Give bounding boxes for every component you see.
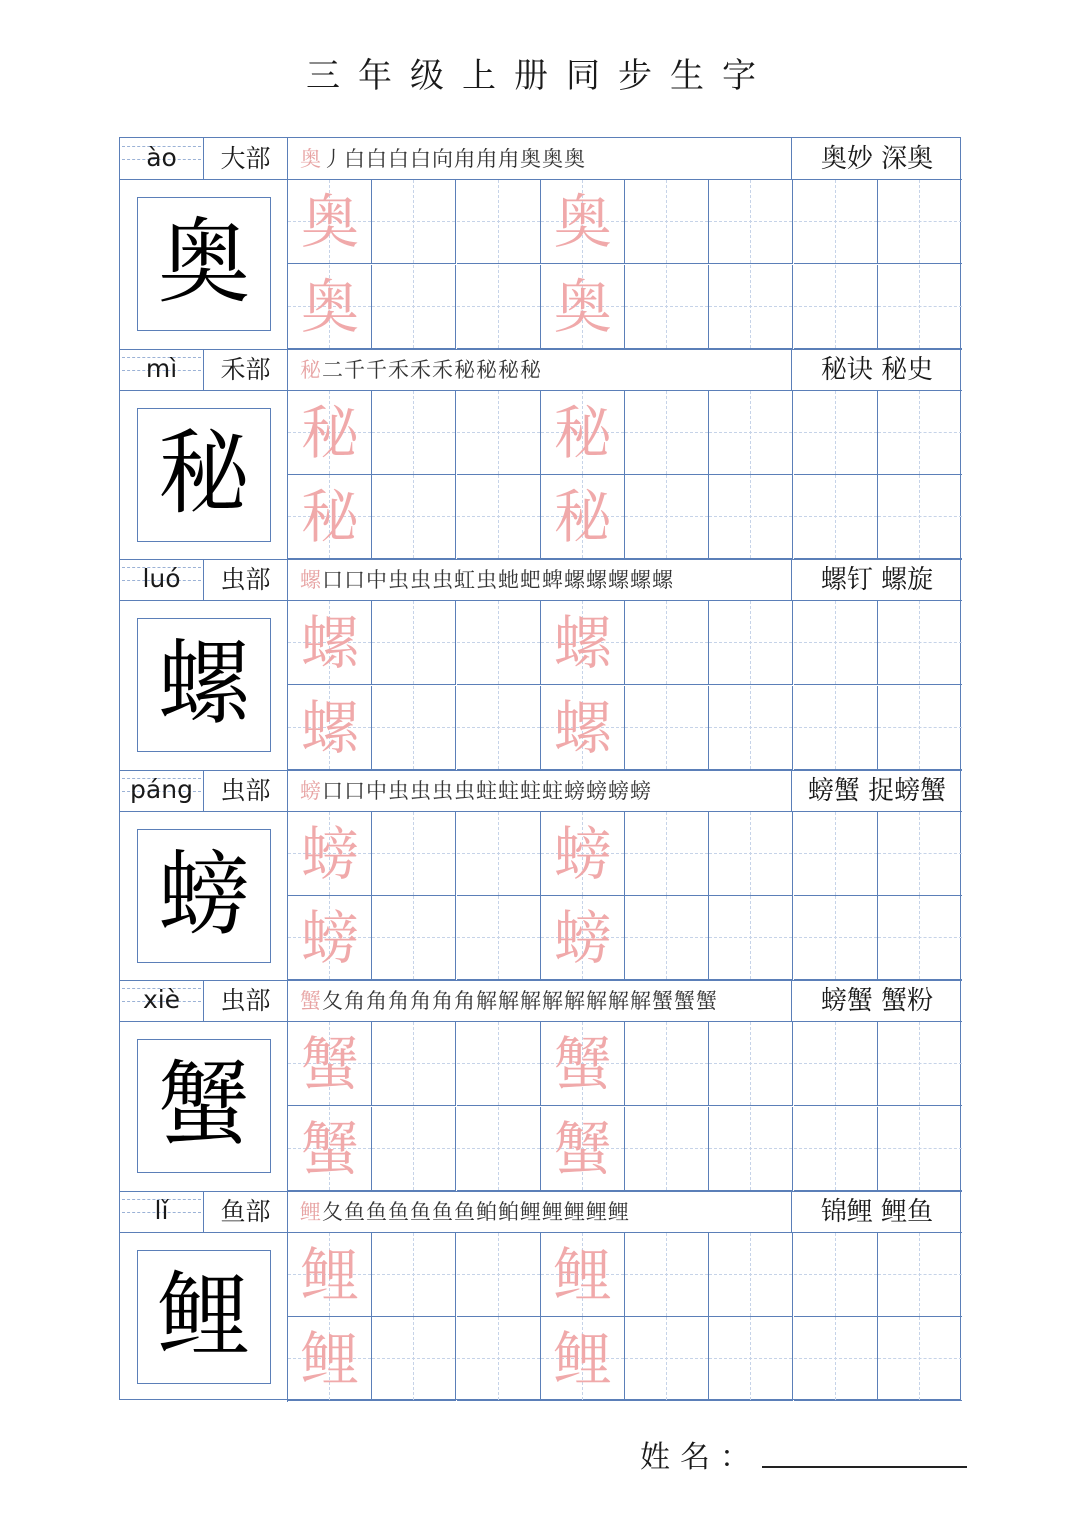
stroke-step: 秘	[498, 357, 520, 382]
writing-cell[interactable]	[457, 1233, 541, 1317]
stroke-step: 解	[608, 989, 630, 1013]
writing-cell[interactable]	[541, 475, 625, 559]
stroke-step: 丿	[322, 147, 344, 171]
stroke-step: 螺	[564, 568, 586, 592]
model-character-cell	[120, 812, 288, 981]
writing-cell[interactable]	[709, 475, 793, 559]
stroke-step: 蛀	[542, 778, 564, 803]
trace-character: 鲤	[553, 1325, 612, 1393]
writing-cell[interactable]	[709, 1233, 793, 1317]
trace-character: 螃	[553, 904, 612, 972]
writing-cell[interactable]	[709, 265, 793, 349]
character-block	[120, 770, 962, 981]
writing-cell[interactable]	[372, 1233, 456, 1317]
stroke-step: 蚆	[520, 568, 542, 592]
writing-cell[interactable]	[541, 686, 625, 770]
trace-character: 鲤	[300, 1240, 359, 1309]
stroke-step: 秘	[520, 357, 542, 382]
stroke-step: 二	[322, 357, 344, 382]
writing-cell[interactable]	[878, 391, 962, 475]
writing-cell[interactable]	[709, 601, 793, 685]
stroke-order-cell	[288, 138, 792, 180]
example-words: 奥妙 深奥	[820, 144, 934, 174]
stroke-step: 中	[366, 778, 388, 803]
stroke-step: 奥	[542, 147, 564, 171]
model-character: 螃	[137, 829, 271, 963]
writing-grid	[288, 812, 962, 981]
writing-cell[interactable]	[878, 1317, 962, 1401]
writing-cell[interactable]	[709, 1022, 793, 1106]
trace-character: 奥	[300, 188, 359, 256]
writing-cell[interactable]	[288, 601, 372, 685]
writing-cell[interactable]	[457, 1317, 541, 1401]
stroke-step: 鱼	[388, 1199, 410, 1224]
radical-cell: 鱼部	[204, 1191, 288, 1233]
practice-sheet	[119, 137, 961, 1400]
trace-character: 奥	[300, 272, 359, 341]
writing-cell[interactable]	[541, 1022, 625, 1106]
pinyin-cell	[120, 770, 204, 812]
writing-cell[interactable]	[625, 391, 709, 475]
stroke-step: 鲌	[476, 1199, 498, 1224]
writing-cell[interactable]	[457, 896, 541, 980]
writing-grid	[288, 180, 962, 349]
stroke-step: 角	[410, 989, 432, 1013]
stroke-step: 蛀	[520, 778, 542, 803]
writing-cell[interactable]	[709, 896, 793, 980]
writing-cell[interactable]	[709, 686, 793, 770]
stroke-step: 虫	[410, 568, 432, 592]
character-block	[120, 559, 962, 770]
writing-cell[interactable]	[372, 1107, 456, 1191]
stroke-step: 螺	[300, 568, 322, 592]
stroke-step: 螃	[300, 778, 322, 803]
writing-cell[interactable]	[625, 475, 709, 559]
writing-grid	[288, 601, 962, 770]
writing-cell[interactable]	[288, 1022, 372, 1106]
stroke-step: 螺	[586, 568, 608, 592]
pinyin-cell	[120, 980, 204, 1022]
writing-cell[interactable]	[541, 1317, 625, 1401]
stroke-step: 解	[630, 989, 652, 1013]
stroke-step: 夂	[322, 989, 344, 1013]
writing-cell[interactable]	[794, 1317, 878, 1401]
writing-cell[interactable]	[372, 601, 456, 685]
stroke-step: 螃	[630, 778, 652, 803]
stroke-step: 螺	[652, 568, 674, 592]
stroke-step: 鲤	[608, 1199, 630, 1224]
writing-cell[interactable]	[288, 686, 372, 770]
stroke-step: 虫	[432, 778, 454, 803]
stroke-step: 蛀	[498, 778, 520, 803]
stroke-step: 角	[388, 989, 410, 1013]
stroke-step: 解	[586, 989, 608, 1013]
stroke-step: 虫	[388, 778, 410, 803]
trace-character: 秘	[553, 483, 612, 551]
character-header	[120, 980, 962, 1022]
stroke-order-cell	[288, 349, 792, 391]
writing-cell[interactable]	[372, 475, 456, 559]
stroke-step: 解	[498, 989, 520, 1013]
page-title: 三年级上册同步生字	[306, 56, 774, 96]
writing-cell[interactable]	[625, 1317, 709, 1401]
stroke-order-cell	[288, 1191, 792, 1233]
writing-cell[interactable]	[625, 180, 709, 264]
writing-cell[interactable]	[625, 265, 709, 349]
writing-cell[interactable]	[794, 391, 878, 475]
writing-cell[interactable]	[878, 896, 962, 980]
trace-character: 螺	[300, 693, 359, 762]
stroke-step: 鱼	[432, 1199, 454, 1224]
pinyin-cell	[120, 559, 204, 601]
writing-cell[interactable]	[457, 180, 541, 264]
stroke-step: 中	[366, 568, 388, 592]
example-words: 螃蟹 蟹粉	[820, 986, 934, 1016]
writing-cell[interactable]	[288, 1107, 372, 1191]
stroke-step: 禾	[410, 357, 432, 382]
writing-cell[interactable]	[794, 812, 878, 896]
stroke-step: 螃	[586, 778, 608, 803]
writing-cell[interactable]	[457, 686, 541, 770]
stroke-step: 鱼	[366, 1199, 388, 1224]
trace-character: 蟹	[553, 1030, 612, 1098]
character-block	[120, 980, 962, 1191]
writing-cell[interactable]	[625, 1107, 709, 1191]
writing-cell[interactable]	[878, 686, 962, 770]
writing-cell[interactable]	[794, 1022, 878, 1106]
stroke-step: 解	[564, 989, 586, 1013]
stroke-step: 虫	[476, 568, 498, 592]
writing-cell[interactable]	[457, 812, 541, 896]
radical-cell: 虫部	[204, 559, 288, 601]
trace-character: 蟹	[300, 1030, 359, 1098]
stroke-step: 解	[520, 989, 542, 1013]
trace-character: 螺	[553, 609, 612, 677]
stroke-step: 甪	[476, 147, 498, 171]
stroke-step: 蛀	[476, 778, 498, 803]
writing-cell[interactable]	[878, 601, 962, 685]
writing-cell[interactable]	[372, 180, 456, 264]
model-character-cell	[120, 601, 288, 770]
character-block	[120, 1191, 962, 1402]
stroke-step: 螺	[630, 568, 652, 592]
writing-cell[interactable]	[709, 180, 793, 264]
character-header	[120, 559, 962, 601]
character-header	[120, 770, 962, 812]
stroke-step: 鱼	[344, 1199, 366, 1224]
character-header	[120, 349, 962, 391]
stroke-step: 鱼	[410, 1199, 432, 1224]
writing-cell[interactable]	[457, 265, 541, 349]
stroke-step: 口	[322, 568, 344, 592]
writing-cell[interactable]	[288, 1233, 372, 1317]
stroke-step: 秘	[476, 357, 498, 382]
trace-character: 秘	[300, 483, 359, 551]
writing-cell[interactable]	[372, 686, 456, 770]
writing-grid	[288, 1233, 962, 1402]
stroke-step: 鲤	[586, 1199, 608, 1224]
writing-cell[interactable]	[878, 1233, 962, 1317]
writing-cell[interactable]	[794, 1233, 878, 1317]
writing-cell[interactable]	[288, 1317, 372, 1401]
model-character: 鲤	[137, 1250, 271, 1384]
character-block	[120, 138, 962, 349]
writing-cell[interactable]	[288, 812, 372, 896]
writing-cell[interactable]	[709, 391, 793, 475]
writing-cell[interactable]	[878, 265, 962, 349]
stroke-step: 鲌	[498, 1199, 520, 1224]
stroke-step: 千	[366, 357, 388, 382]
model-character-cell	[120, 180, 288, 349]
stroke-order-cell	[288, 770, 792, 812]
trace-character: 螺	[553, 693, 612, 762]
trace-character: 螺	[300, 609, 359, 677]
stroke-step: 禾	[388, 357, 410, 382]
writing-cell[interactable]	[541, 180, 625, 264]
stroke-step: 甪	[498, 147, 520, 171]
writing-cell[interactable]	[709, 812, 793, 896]
writing-cell[interactable]	[457, 1022, 541, 1106]
stroke-step: 螺	[608, 568, 630, 592]
stroke-step: 虫	[454, 778, 476, 803]
pinyin-text: páng	[130, 774, 193, 804]
radical-cell: 虫部	[204, 770, 288, 812]
writing-cell[interactable]	[625, 1233, 709, 1317]
writing-cell[interactable]	[541, 601, 625, 685]
stroke-step: 奥	[520, 147, 542, 171]
writing-cell[interactable]	[625, 812, 709, 896]
writing-cell[interactable]	[878, 180, 962, 264]
writing-cell[interactable]	[372, 812, 456, 896]
example-words: 秘诀 秘史	[820, 354, 934, 385]
writing-cell[interactable]	[372, 896, 456, 980]
stroke-step: 千	[344, 357, 366, 382]
stroke-step: 白	[366, 147, 388, 171]
writing-cell[interactable]	[541, 812, 625, 896]
trace-character: 秘	[300, 398, 359, 467]
stroke-step: 口	[344, 568, 366, 592]
writing-cell[interactable]	[794, 601, 878, 685]
writing-cell[interactable]	[625, 601, 709, 685]
writing-cell[interactable]	[794, 475, 878, 559]
radical-cell: 禾部	[204, 349, 288, 391]
stroke-step: 白	[344, 147, 366, 171]
stroke-step: 口	[322, 778, 344, 803]
stroke-step: 夂	[322, 1199, 344, 1224]
writing-cell[interactable]	[457, 475, 541, 559]
writing-cell[interactable]	[709, 1107, 793, 1191]
writing-cell[interactable]	[288, 896, 372, 980]
character-block	[120, 349, 962, 560]
stroke-step: 鲤	[300, 1199, 322, 1224]
stroke-step: 鱼	[454, 1199, 476, 1224]
model-character-cell	[120, 1022, 288, 1191]
stroke-step: 虵	[498, 568, 520, 592]
stroke-step: 蜱	[542, 568, 564, 592]
character-header	[120, 138, 962, 180]
writing-cell[interactable]	[372, 391, 456, 475]
stroke-step: 鲤	[564, 1199, 586, 1224]
name-blank-line[interactable]	[762, 1466, 967, 1468]
stroke-step: 向	[432, 147, 454, 171]
writing-cell[interactable]	[288, 475, 372, 559]
model-character-cell	[120, 1233, 288, 1402]
writing-cell[interactable]	[794, 265, 878, 349]
model-character: 奥	[137, 197, 271, 331]
trace-character: 鲤	[300, 1325, 359, 1393]
name-label: 姓名：	[640, 1440, 760, 1475]
stroke-step: 角	[366, 989, 388, 1013]
writing-cell[interactable]	[878, 1107, 962, 1191]
pinyin-text: xiè	[142, 985, 181, 1014]
writing-cell[interactable]	[457, 601, 541, 685]
stroke-step: 蟹	[674, 989, 696, 1013]
stroke-step: 蟹	[696, 989, 718, 1013]
pinyin-text: mì	[145, 353, 178, 383]
stroke-step: 角	[454, 989, 476, 1013]
example-words: 螺钉 螺旋	[820, 565, 934, 595]
writing-cell[interactable]	[372, 1317, 456, 1401]
writing-cell[interactable]	[794, 1107, 878, 1191]
radical-cell: 大部	[204, 138, 288, 180]
stroke-step: 白	[410, 147, 432, 171]
model-character-cell	[120, 391, 288, 560]
model-character: 蟹	[137, 1039, 271, 1173]
stroke-step: 虫	[388, 568, 410, 592]
writing-grid	[288, 391, 962, 560]
trace-character: 蟹	[300, 1114, 359, 1183]
writing-cell[interactable]	[288, 180, 372, 264]
writing-cell[interactable]	[541, 896, 625, 980]
stroke-step: 鲤	[520, 1199, 542, 1224]
stroke-step: 甪	[454, 147, 476, 171]
stroke-step: 角	[344, 989, 366, 1013]
stroke-step: 口	[344, 778, 366, 803]
stroke-step: 解	[476, 989, 498, 1013]
writing-cell[interactable]	[794, 896, 878, 980]
writing-cell[interactable]	[794, 686, 878, 770]
trace-character: 奥	[553, 272, 612, 341]
pinyin-text: ào	[146, 143, 177, 172]
stroke-step: 虫	[432, 568, 454, 592]
model-character: 螺	[137, 618, 271, 752]
trace-character: 螃	[553, 819, 612, 888]
model-character: 秘	[137, 408, 271, 542]
writing-cell[interactable]	[625, 686, 709, 770]
stroke-step: 秘	[454, 357, 476, 382]
example-words: 锦鲤 鲤鱼	[820, 1196, 934, 1227]
trace-character: 螃	[300, 904, 359, 972]
trace-character: 蟹	[553, 1114, 612, 1183]
stroke-step: 解	[542, 989, 564, 1013]
stroke-step: 禾	[432, 357, 454, 382]
stroke-step: 鲤	[542, 1199, 564, 1224]
stroke-step: 蟹	[652, 989, 674, 1013]
writing-cell[interactable]	[794, 180, 878, 264]
writing-cell[interactable]	[541, 1233, 625, 1317]
trace-character: 鲤	[553, 1240, 612, 1309]
stroke-step: 虹	[454, 568, 476, 592]
stroke-step: 螃	[608, 778, 630, 803]
example-words: 螃蟹 捉螃蟹	[807, 775, 947, 806]
writing-cell[interactable]	[878, 1022, 962, 1106]
writing-cell[interactable]	[541, 265, 625, 349]
pinyin-cell	[120, 1191, 204, 1233]
trace-character: 奥	[553, 188, 612, 256]
trace-character: 秘	[553, 398, 612, 467]
stroke-step: 蟹	[300, 989, 322, 1013]
character-header	[120, 1191, 962, 1233]
writing-cell[interactable]	[457, 391, 541, 475]
stroke-step: 角	[432, 989, 454, 1013]
writing-cell[interactable]	[288, 265, 372, 349]
stroke-step: 白	[388, 147, 410, 171]
pinyin-text: lǐ	[154, 1195, 169, 1225]
writing-cell[interactable]	[625, 1022, 709, 1106]
writing-cell[interactable]	[709, 1317, 793, 1401]
stroke-step: 虫	[410, 778, 432, 803]
stroke-step: 奥	[564, 147, 586, 171]
stroke-step: 奥	[300, 147, 322, 171]
radical-cell: 虫部	[204, 980, 288, 1022]
writing-cell[interactable]	[878, 475, 962, 559]
writing-cell[interactable]	[372, 265, 456, 349]
writing-cell[interactable]	[372, 1022, 456, 1106]
pinyin-text: luó	[142, 564, 181, 593]
writing-grid	[288, 1022, 962, 1191]
pinyin-cell	[120, 349, 204, 391]
writing-cell[interactable]	[457, 1107, 541, 1191]
stroke-step: 秘	[300, 357, 322, 382]
pinyin-cell	[120, 138, 204, 180]
writing-cell[interactable]	[288, 391, 372, 475]
trace-character: 螃	[300, 819, 359, 888]
writing-cell[interactable]	[541, 1107, 625, 1191]
writing-cell[interactable]	[625, 896, 709, 980]
stroke-step: 螃	[564, 778, 586, 803]
writing-cell[interactable]	[541, 391, 625, 475]
stroke-order-cell	[288, 980, 792, 1022]
stroke-order-cell	[288, 559, 792, 601]
writing-cell[interactable]	[878, 812, 962, 896]
